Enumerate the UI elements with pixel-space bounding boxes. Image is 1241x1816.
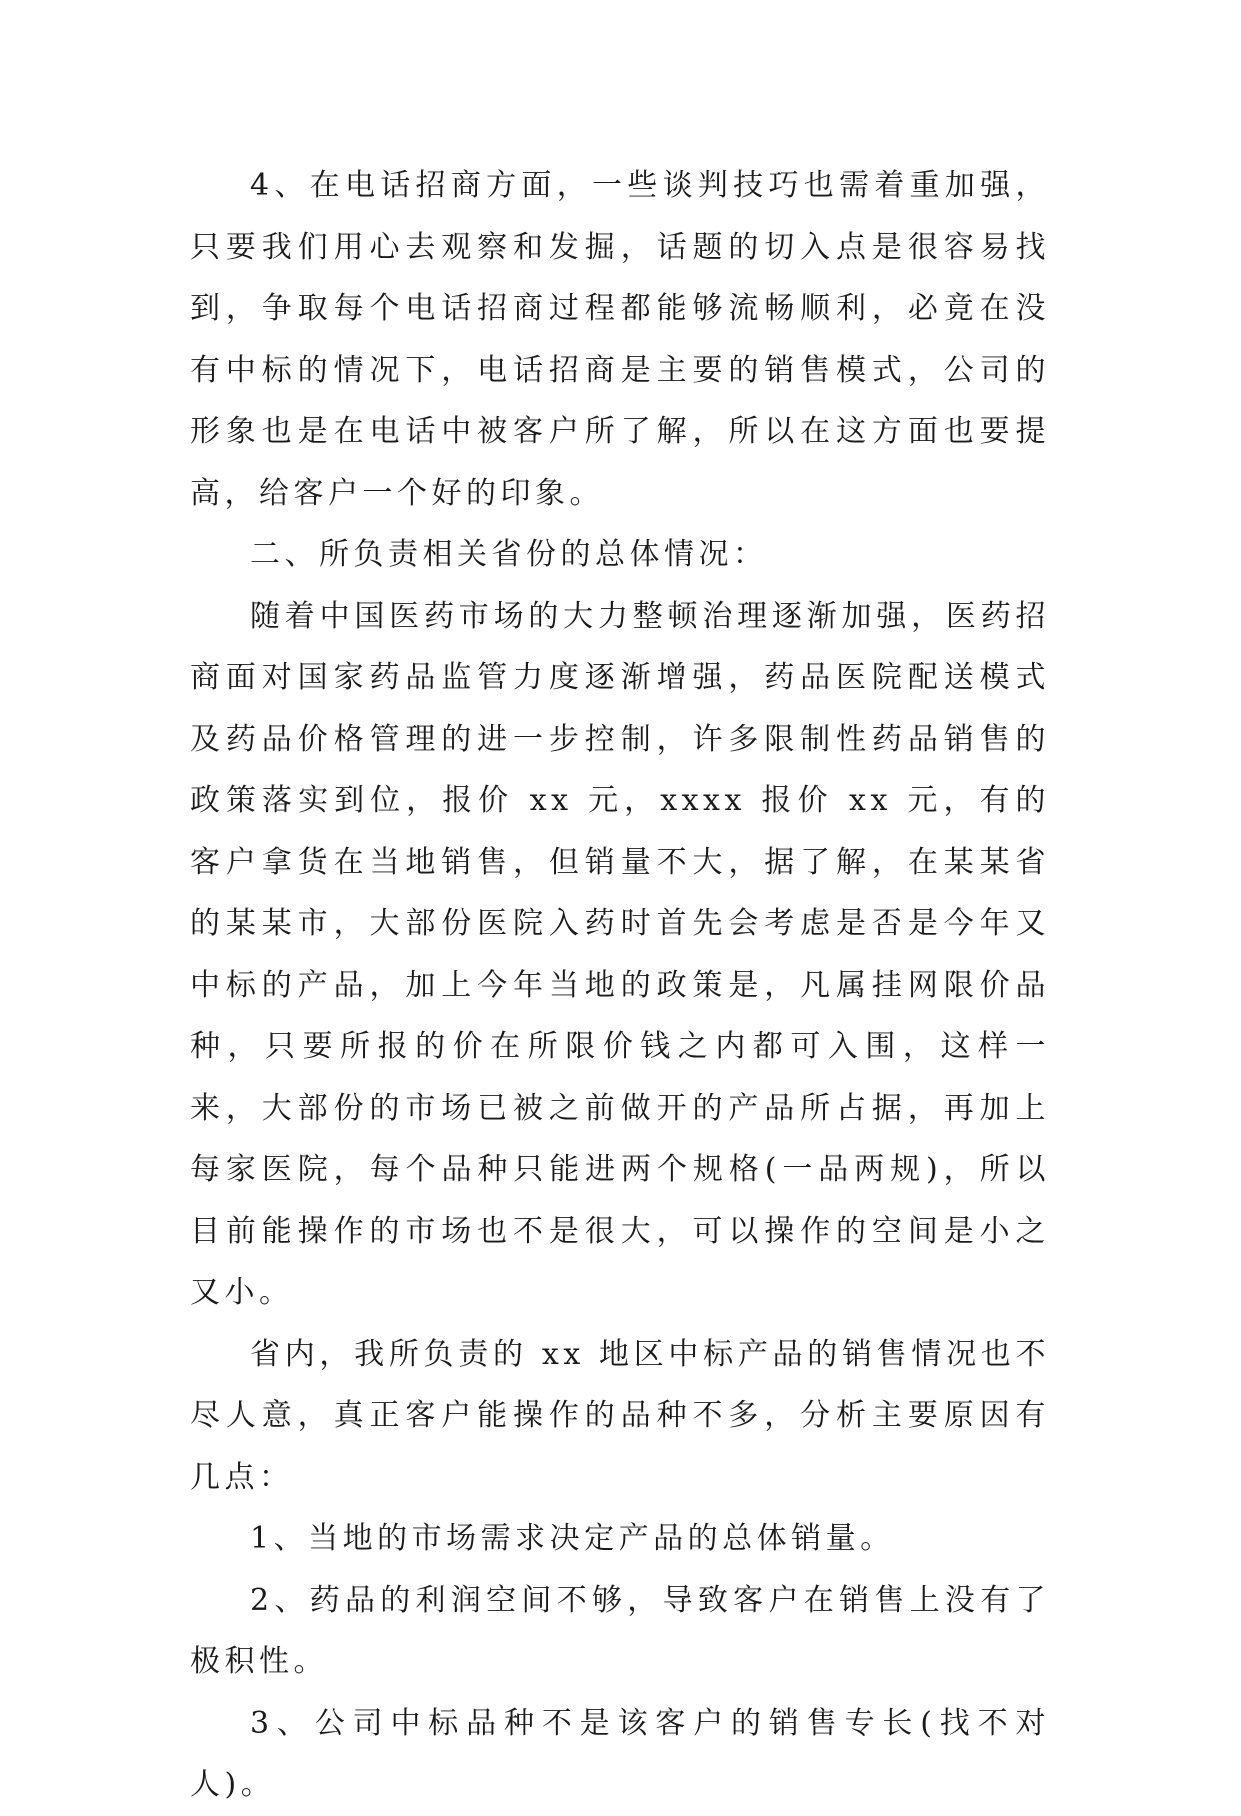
paragraph-regional-sales: 省内，我所负责的 xx 地区中标产品的销售情况也不尽人意，真正客户能操作的品种不多，分析主要原因有几点： [190,1336,1050,1495]
list-item-reason-2: 2、药品的利润空间不够，导致客户在销售上没有了极积性。 [190,1582,1050,1679]
paragraph-market-regulation: 随着中国医药市场的大力整顿治理逐渐加强，医药招商面对国家药品监管力度逐渐增强，药品医院配送模式及药品价格管理的进一步控制，许多限制性药品销售的政策落实到位，报价 xx 元，xxxx 报价 xx 元，有的客户拿货在当地销售，但销量不大，据了解，在某某省的某某市，大部份医院入药时首先会考虑是否是今年又中标的产品，加上今年当地的政策是，凡属挂网限价品种，只要所报的价在所限价钱之内都可入围，这样一来，大部份的市场已被之前做开的产品所占据，再加上每家医院，每个品种只能进两个规格(一品两规)，所以目前能操作的市场也不是很大，可以操作的空间是小之又小。 [190,598,1050,1310]
document-body [190,155,1050,1816]
list-item-reason-1: 1、当地的市场需求决定产品的总体销量。 [250,1521,895,1556]
paragraph-phone-negotiation: 4、在电话招商方面，一些谈判技巧也需着重加强，只要我们用心去观察和发掘，话题的切入点是很容易找到，争取每个电话招商过程都能够流畅顺利，必竟在没有中标的情况下，电话招商是主要的销售模式，公司的形象也是在电话中被客户所了解，所以在这方面也要提高，给客户一个好的印象。 [190,168,1050,511]
section-heading-province-overview: 二、所负责相关省份的总体情况： [250,537,768,572]
list-item-reason-3: 3、公司中标品种不是该客户的销售专长(找不对人)。 [190,1705,1050,1802]
